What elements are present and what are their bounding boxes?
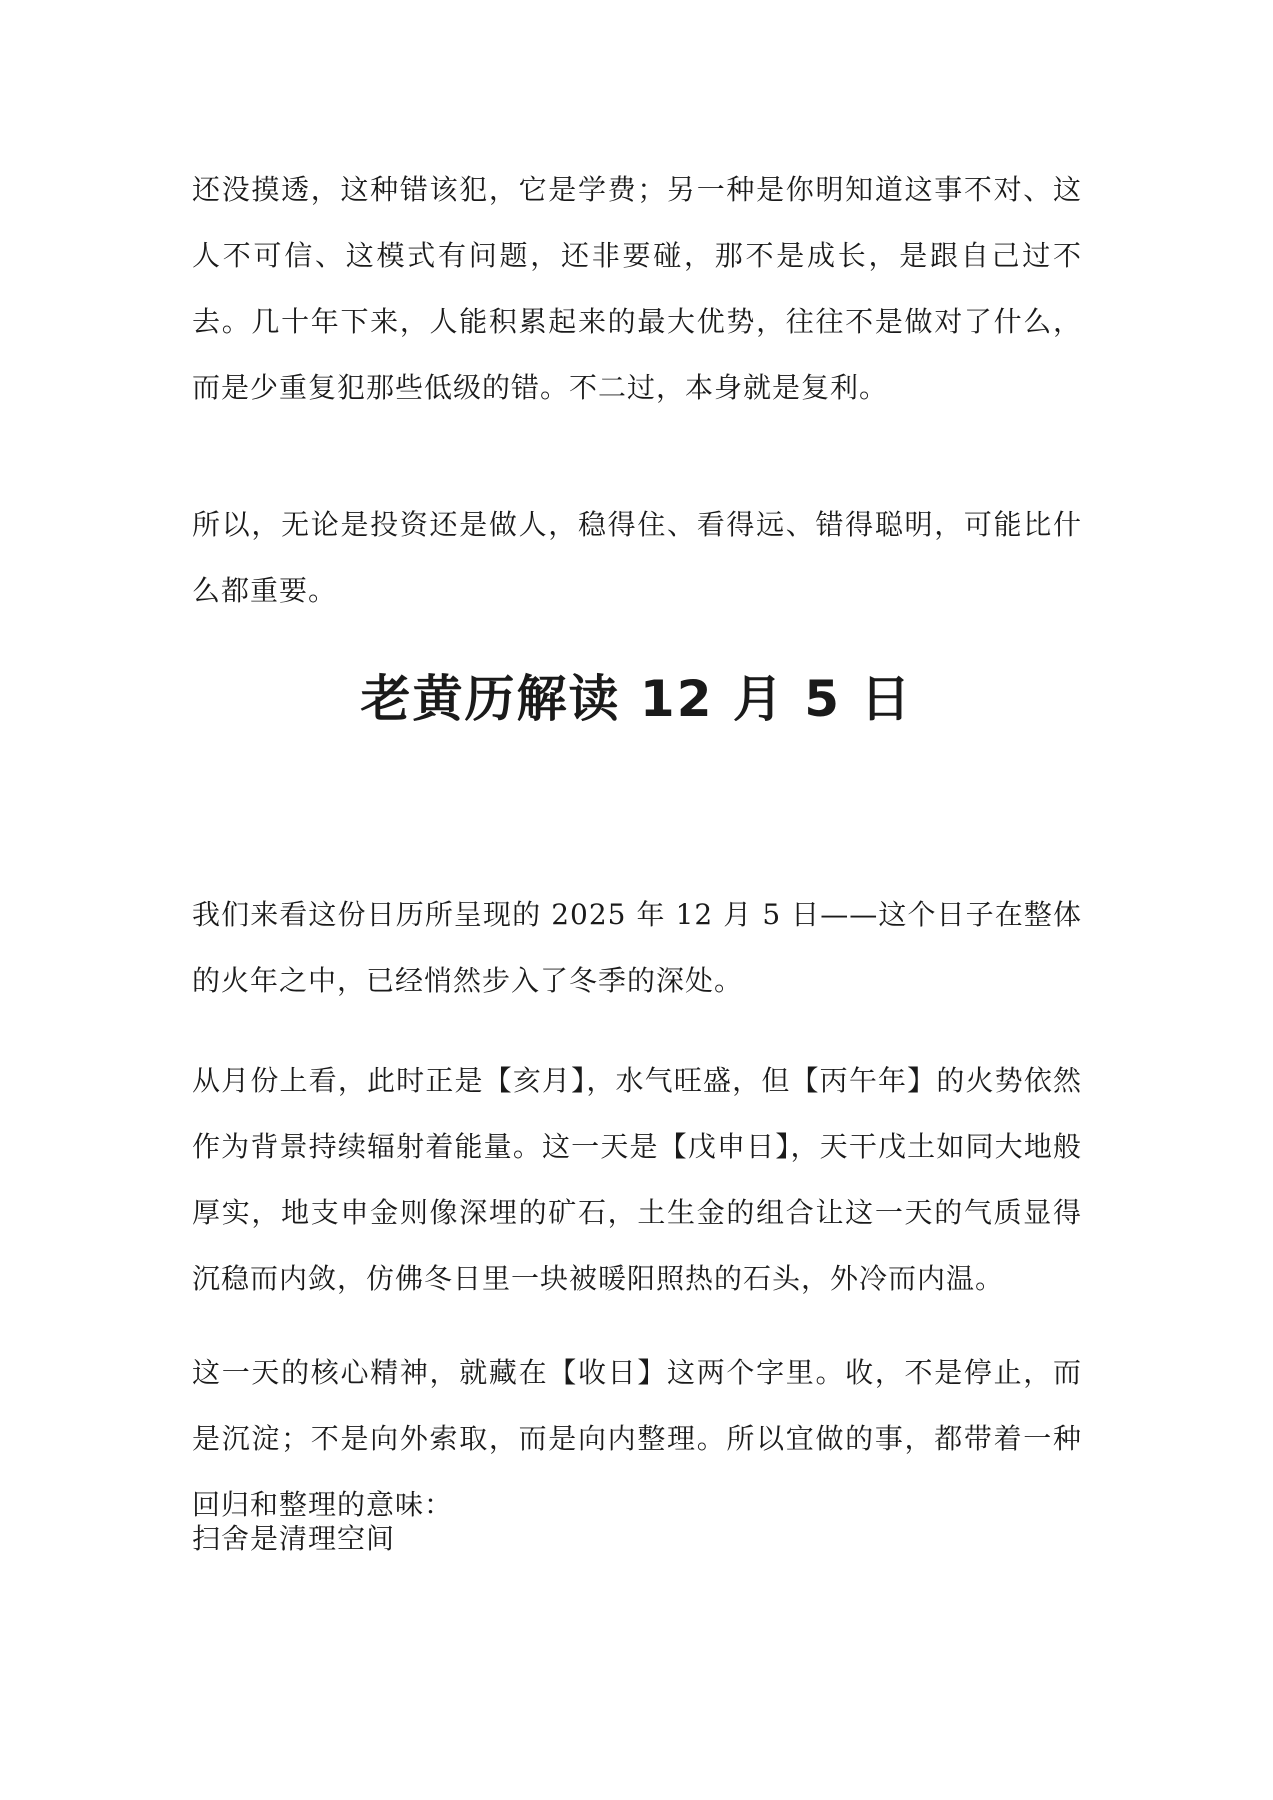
- paragraph-3: 我们来看这份日历所呈现的 2025 年 12 月 5 日——这个日子在整体的火年之中，已经悄然步入了冬季的深处。: [192, 898, 1082, 997]
- paragraph-5: 这一天的核心精神，就藏在【收日】这两个字里。收，不是停止，而是沉淀；不是向外索取，而是向内整理。所以宜做的事，都带着一种回归和整理的意味：: [192, 1356, 1082, 1521]
- paragraph-4: 从月份上看，此时正是【亥月】，水气旺盛，但【丙午年】的火势依然作为背景持续辐射着能量。这一天是【戊申日】，天干戊土如同大地般厚实，地支申金则像深埋的矿石，土生金的组合让这一天的气质显得沉稳而内敛，仿佛冬日里一块被暖阳照热的石头，外冷而内温。: [192, 1064, 1082, 1295]
- paragraph-2: 所以，无论是投资还是做人，稳得住、看得远、错得聪明，可能比什么都重要。: [192, 508, 1082, 607]
- section-title: 老黄历解读 12 月 5 日: [360, 670, 913, 728]
- paragraph-6: 扫舍是清理空间: [192, 1522, 396, 1555]
- paragraph-1: 还没摸透，这种错该犯，它是学费；另一种是你明知道这事不对、这人不可信、这模式有问题，还非要碰，那不是成长，是跟自己过不去。几十年下来，人能积累起来的最大优势，往往不是做对了什么，而是少重复犯那些低级的错。不二过，本身就是复利。: [192, 173, 1082, 404]
